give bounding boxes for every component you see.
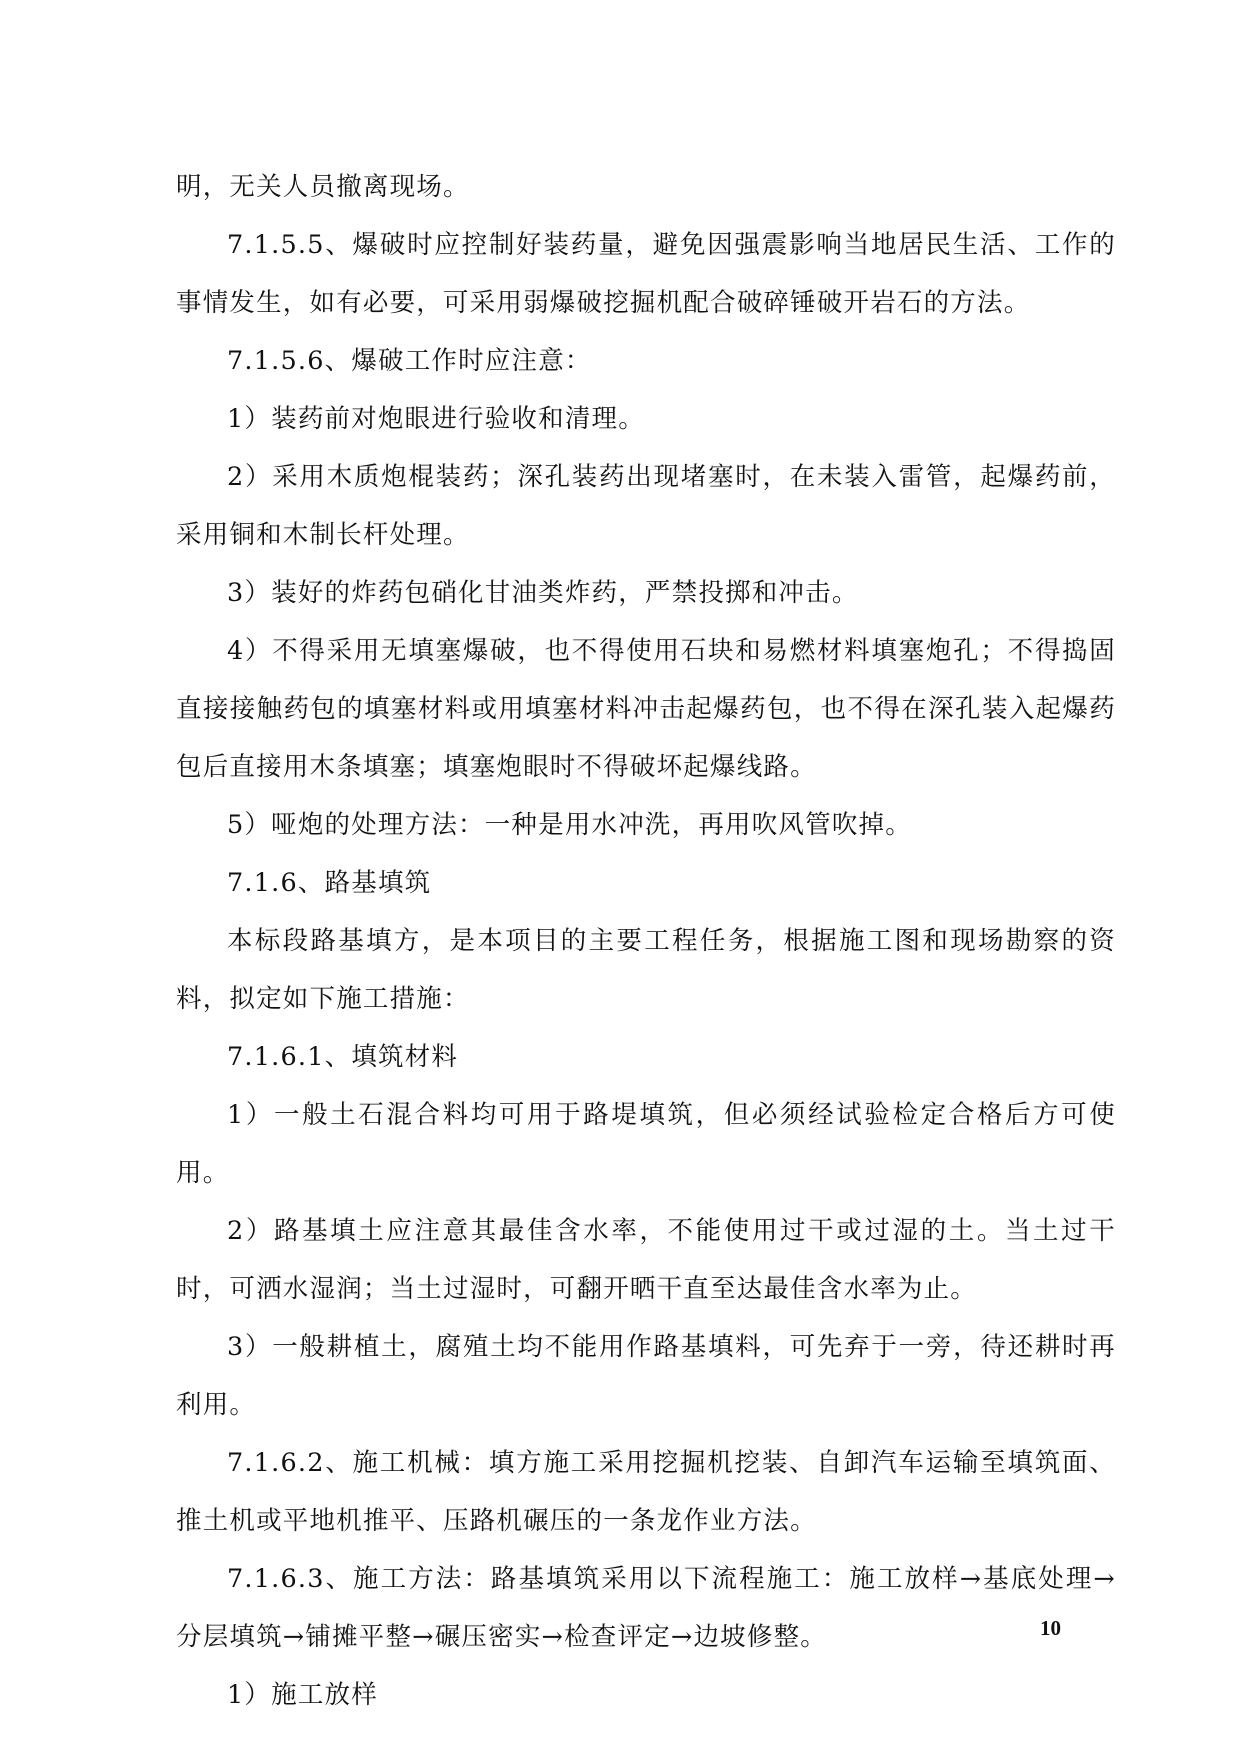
paragraph-7-1-6-2: 7.1.6.2、施工机械：填方施工采用挖掘机挖装、自卸汽车运输至填筑面、推土机或平地机推平、压路机碾压的一条龙作业方法。 (176, 1448, 1116, 1536)
page-number: 10 (1040, 1616, 1061, 1640)
method-item-1: 1）施工放样 (227, 1680, 378, 1710)
heading-7-1-6-1: 7.1.6.1、填筑材料 (227, 1042, 459, 1072)
paragraph-7-1-6-3: 7.1.6.3、施工方法：路基填筑采用以下流程施工：施工放样→基底处理→分层填筑→铺摊平整→碾压密实→检查评定→边坡修整。 (176, 1564, 1116, 1652)
paragraph-intro: 本标段路基填方，是本项目的主要工程任务，根据施工图和现场勘察的资料，拟定如下施工措施： (176, 926, 1116, 1014)
heading-7-1-5-6: 7.1.5.6、爆破工作时应注意： (227, 346, 592, 376)
material-item-1: 1）一般土石混合料均可用于路堤填筑，但必须经试验检定合格后方可使用。 (176, 1100, 1116, 1188)
list-item-4: 4）不得采用无填塞爆破，也不得使用石块和易燃材料填塞炮孔；不得捣固直接接触药包的填塞材料或用填塞材料冲击起爆药包，也不得在深孔装入起爆药包后直接用木条填塞；填塞炮眼时不得破坏起爆线路。 (176, 636, 1116, 782)
heading-7-1-6: 7.1.6、路基填筑 (227, 868, 432, 898)
list-item-1: 1）装药前对炮眼进行验收和清理。 (227, 404, 645, 434)
material-item-3: 3）一般耕植土，腐殖土均不能用作路基填料，可先弃于一旁，待还耕时再利用。 (176, 1332, 1116, 1420)
paragraph-7-1-5-5: 7.1.5.5、爆破时应控制好装药量，避免因强震影响当地居民生活、工作的事情发生，如有必要，可采用弱爆破挖掘机配合破碎锤破开岩石的方法。 (176, 230, 1116, 318)
list-item-3: 3）装好的炸药包硝化甘油类炸药，严禁投掷和冲击。 (227, 578, 859, 608)
list-item-2: 2）采用木质炮棍装药；深孔装药出现堵塞时，在未装入雷管，起爆药前，采用铜和木制长杆处理。 (176, 462, 1116, 550)
document-body (176, 158, 1116, 1724)
paragraph-continuation: 明，无关人员撤离现场。 (176, 172, 470, 202)
list-item-5: 5）哑炮的处理方法：一种是用水冲洗，再用吹风管吹掉。 (227, 810, 912, 840)
material-item-2: 2）路基填土应注意其最佳含水率，不能使用过干或过湿的土。当土过干时，可洒水湿润；当土过湿时，可翻开晒干直至达最佳含水率为止。 (176, 1216, 1116, 1304)
